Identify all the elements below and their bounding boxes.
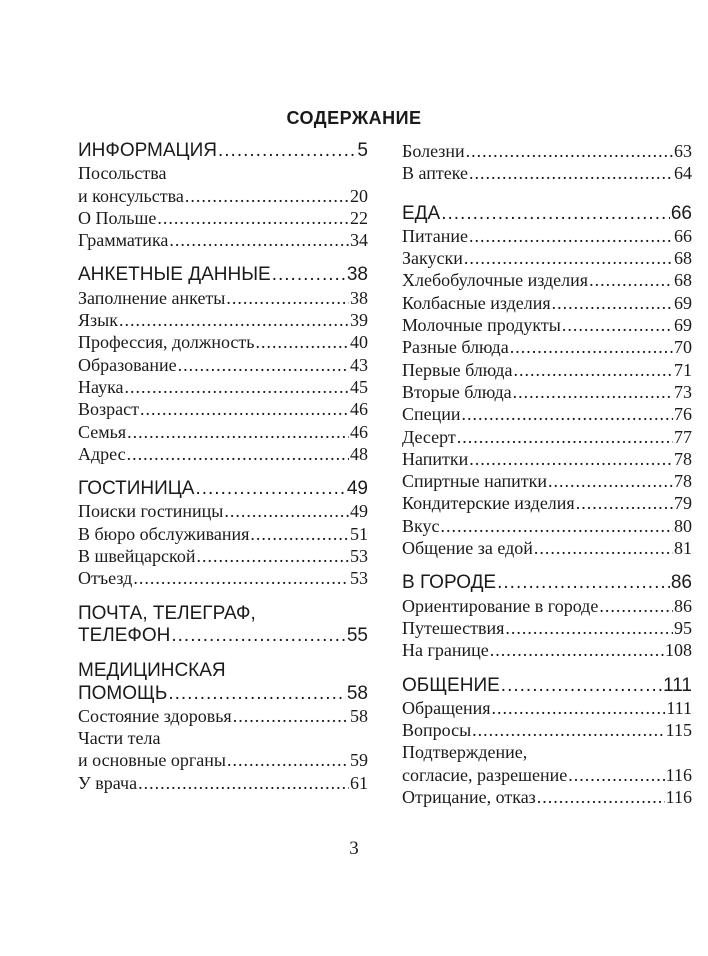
toc-entry-u-vracha — [78, 772, 368, 794]
toc-entry-page: 46 — [350, 399, 368, 420]
toc-entry-title: На границе — [402, 640, 489, 661]
toc-entry-title: Молочные продукты — [402, 315, 561, 336]
toc-entry-title: Наука — [78, 376, 124, 397]
toc-entry-posolstva-line1: Посольства — [78, 163, 167, 184]
toc-leader-dots — [464, 247, 673, 269]
toc-leader-dots — [457, 426, 673, 448]
toc-entry-byuro — [78, 523, 368, 545]
toc-entry-title: Общение за едой — [402, 538, 533, 559]
toc-leader-dots — [127, 443, 349, 465]
toc-leader-dots — [224, 500, 349, 522]
toc-entry-page: 77 — [674, 426, 692, 447]
toc-leader-dots — [492, 697, 666, 719]
toc-entry-page: 111 — [663, 674, 692, 696]
toc-leader-dots — [510, 336, 673, 358]
toc-entry-page: 58 — [350, 705, 368, 726]
toc-column-right — [402, 140, 692, 808]
toc-entry-desert — [402, 426, 692, 448]
toc-entry-title: и консульства — [78, 185, 184, 206]
toc-leader-dots — [140, 398, 349, 420]
toc-entry-page: 51 — [350, 523, 368, 544]
toc-entry-obrazovanie — [78, 354, 368, 376]
toc-entry-title: В аптеке — [402, 163, 469, 184]
toc-entry-pervye — [402, 359, 692, 381]
toc-leader-dots — [441, 203, 670, 225]
toc-leader-dots — [497, 572, 670, 594]
toc-entry-title: ОБЩЕНИЕ — [402, 674, 500, 696]
toc-entry-title: Напитки — [402, 448, 469, 469]
toc-entry-title: ЕДА — [402, 202, 441, 224]
toc-entry-page: 53 — [350, 568, 368, 589]
toc-entry-title: Состояние здоровья — [78, 705, 232, 726]
toc-entry-page: 80 — [674, 515, 692, 536]
toc-entry-obshchenie — [402, 675, 692, 697]
toc-entry-orientirovanie — [402, 595, 692, 617]
toc-entry-anketnye — [78, 264, 368, 286]
toc-entry-professia — [78, 331, 368, 353]
toc-entry-title: Болезни — [402, 141, 465, 161]
toc-entry-page: 116 — [665, 787, 692, 808]
toc-leader-dots — [576, 492, 673, 514]
toc-entry-raznye — [402, 336, 692, 358]
toc-entry-page: 86 — [670, 572, 692, 594]
toc-leader-dots — [272, 264, 346, 286]
toc-entry-title: ИНФОРМАЦИЯ — [78, 140, 217, 161]
toc-entry-page: 115 — [665, 720, 692, 741]
toc-entry-vtorye — [402, 381, 692, 403]
toc-entry-title: Колбасные изделия — [402, 292, 551, 313]
toc-entry-title: Отрицание, отказ — [402, 787, 536, 808]
toc-entry-page: 69 — [674, 315, 692, 336]
toc-entry-title: В бюро обслуживания — [78, 523, 250, 544]
toc-leader-dots — [185, 185, 349, 207]
toc-entry-title: Отъезд — [78, 568, 133, 589]
toc-leader-dots — [548, 470, 673, 492]
toc-leader-dots — [178, 354, 349, 376]
toc-entry-napitki — [402, 448, 692, 470]
toc-entry-zapolnenie — [78, 287, 368, 309]
toc-entry-title: Вторые блюда — [402, 381, 512, 402]
toc-entry-title: Возраст — [78, 399, 139, 420]
toc-entry-medicinskaya-line1: МЕДИЦИНСКАЯ — [78, 660, 226, 682]
toc-entry-v-apteke — [402, 162, 692, 184]
toc-leader-dots — [119, 309, 349, 331]
toc-leader-dots — [552, 292, 673, 314]
toc-leader-dots — [599, 595, 673, 617]
toc-entry-page: 39 — [350, 310, 368, 331]
toc-entry-page: 49 — [350, 501, 368, 522]
page-number: 3 — [349, 838, 359, 859]
toc-entry-pochta-line1: ПОЧТА, ТЕЛЕГРАФ, — [78, 602, 256, 624]
toc-entry-page: 20 — [350, 185, 368, 206]
toc-entry-title: АНКЕТНЫЕ ДАННЫЕ — [78, 264, 271, 286]
toc-entry-medicinskaya — [78, 683, 368, 705]
toc-entry-title: ГОСТИНИЦА — [78, 478, 195, 500]
toc-entry-page: 95 — [674, 617, 692, 638]
toc-entry-title: Спиртные напитки — [402, 471, 548, 492]
toc-entry-page: 64 — [674, 163, 692, 184]
toc-entry-page: 76 — [674, 404, 692, 425]
toc-entry-page: 71 — [674, 359, 692, 380]
toc-leader-dots — [226, 287, 349, 309]
toc-entry-page: 63 — [674, 141, 692, 161]
toc-entry-chasti-line1: Части тела — [78, 728, 161, 749]
toc-leader-dots — [171, 625, 345, 647]
toc-entry-v-gorode — [402, 572, 692, 594]
toc-entry-hlebobulochnye — [402, 269, 692, 291]
toc-entry-pochta — [78, 625, 368, 647]
toc-leader-dots — [490, 639, 664, 661]
toc-entry-page: 43 — [350, 354, 368, 375]
toc-leader-dots — [168, 683, 346, 705]
toc-leader-dots — [568, 764, 664, 786]
toc-entry-vozrast — [78, 398, 368, 420]
toc-entry-zakuski — [402, 247, 692, 269]
toc-entry-puteshestvia — [402, 617, 692, 639]
toc-entry-page: 40 — [350, 332, 368, 353]
toc-entry-title: В ГОРОДЕ — [402, 572, 497, 594]
toc-entry-page: 46 — [350, 421, 368, 442]
toc-entry-title: Образование — [78, 354, 177, 375]
toc-entry-page: 53 — [350, 546, 368, 567]
toc-entry-page: 73 — [674, 381, 692, 402]
toc-entry-title: Заполнение анкеты — [78, 287, 226, 308]
toc-entry-title: Поиски гостиницы — [78, 501, 224, 522]
toc-entry-specii — [402, 403, 692, 425]
toc-entry-page: 45 — [350, 376, 368, 397]
toc-leader-dots — [469, 162, 673, 184]
toc-entry-konditerskie — [402, 492, 692, 514]
toc-column-left — [78, 140, 368, 794]
toc-entry-shveicarskoi — [78, 545, 368, 567]
toc-leader-dots — [157, 207, 349, 229]
toc-entry-pitanie — [402, 225, 692, 247]
toc-entry-title: ТЕЛЕФОН — [78, 624, 171, 646]
toc-entry-page: 38 — [350, 287, 368, 308]
toc-entry-page: 79 — [674, 493, 692, 514]
toc-entry-informacia — [78, 140, 368, 162]
toc-entry-title: О Польше — [78, 207, 157, 228]
toc-leader-dots — [462, 403, 673, 425]
toc-entry-page: 55 — [346, 624, 368, 646]
toc-leader-dots — [513, 359, 673, 381]
page-title: СОДЕРЖАНИЕ — [286, 108, 422, 128]
toc-leader-dots — [227, 749, 349, 771]
toc-entry-page: 86 — [674, 595, 692, 616]
toc-entry-page: 116 — [665, 764, 692, 785]
toc-entry-chasti — [78, 749, 368, 771]
toc-entry-na-granice — [402, 639, 692, 661]
toc-entry-title: и основные органы — [78, 750, 227, 771]
toc-leader-dots — [589, 269, 673, 291]
toc-entry-title: Путешествия — [402, 617, 505, 638]
toc-leader-dots — [218, 140, 356, 162]
toc-entry-otricanie — [402, 786, 692, 808]
toc-entry-sostoyanie — [78, 705, 368, 727]
toc-entry-bolezni — [402, 140, 692, 162]
toc-entry-podtverzhdenie-line1: Подтверждение, — [402, 742, 528, 763]
toc-entry-title: Разные блюда — [402, 337, 509, 358]
toc-entry-kolbasnye — [402, 292, 692, 314]
toc-entry-page: 81 — [674, 538, 692, 559]
toc-entry-page: 38 — [346, 264, 368, 286]
toc-entry-page: 78 — [674, 471, 692, 492]
toc-entry-title: ПОМОЩЬ — [78, 682, 168, 704]
toc-entry-page: 66 — [670, 202, 692, 224]
toc-entry-page: 59 — [350, 750, 368, 771]
toc-entry-page: 78 — [674, 448, 692, 469]
toc-entry-title: В швейцарской — [78, 546, 196, 567]
toc-entry-title: Закуски — [402, 248, 463, 269]
toc-entry-page: 58 — [346, 682, 368, 704]
toc-leader-dots — [466, 140, 673, 162]
toc-entry-title: Первые блюда — [402, 359, 513, 380]
toc-entry-title: Ориентирование в городе — [402, 595, 599, 616]
toc-entry-page: 111 — [666, 697, 692, 718]
toc-entry-title: Десерт — [402, 426, 456, 447]
toc-entry-grammatika — [78, 229, 368, 251]
toc-leader-dots — [534, 537, 673, 559]
toc-leader-dots — [562, 314, 673, 336]
toc-entry-obrashcheniya — [402, 697, 692, 719]
toc-entry-o-polshe — [78, 207, 368, 229]
toc-entry-page: 108 — [665, 640, 692, 661]
toc-entry-title: Адрес — [78, 443, 126, 464]
toc-leader-dots — [169, 229, 349, 251]
toc-leader-dots — [537, 786, 665, 808]
toc-leader-dots — [196, 545, 349, 567]
toc-entry-title: согласие, разрешение — [402, 764, 568, 785]
toc-entry-title: Язык — [78, 310, 118, 331]
toc-entry-page: 49 — [346, 478, 368, 500]
toc-entry-molochnye — [402, 314, 692, 336]
toc-entry-yazyk — [78, 309, 368, 331]
toc-leader-dots — [255, 331, 349, 353]
toc-leader-dots — [469, 225, 673, 247]
toc-leader-dots — [250, 523, 349, 545]
toc-entry-page: 68 — [674, 270, 692, 291]
toc-entry-otezd — [78, 567, 368, 589]
toc-entry-title: Специи — [402, 404, 461, 425]
toc-entry-title: Семья — [78, 421, 127, 442]
toc-entry-posolstva — [78, 185, 368, 207]
toc-leader-dots — [441, 515, 674, 537]
toc-leader-dots — [472, 719, 664, 741]
toc-leader-dots — [138, 772, 349, 794]
toc-entry-page: 69 — [674, 292, 692, 313]
toc-leader-dots — [233, 705, 349, 727]
toc-entry-page: 34 — [350, 230, 368, 251]
toc-entry-page: 66 — [674, 225, 692, 246]
toc-entry-eda — [402, 203, 692, 225]
toc-entry-spirtnye — [402, 470, 692, 492]
toc-entry-title: Питание — [402, 225, 468, 246]
toc-leader-dots — [505, 617, 673, 639]
toc-entry-title: Вопросы — [402, 720, 472, 741]
toc-entry-semya — [78, 421, 368, 443]
toc-entry-vkus — [402, 515, 692, 537]
toc-entry-title: Кондитерские изделия — [402, 493, 575, 514]
toc-leader-dots — [501, 675, 662, 697]
toc-leader-dots — [133, 567, 349, 589]
toc-entry-title: Вкус — [402, 515, 440, 536]
toc-entry-title: Грамматика — [78, 230, 169, 251]
toc-entry-page: 70 — [674, 337, 692, 358]
toc-entry-page: 68 — [674, 248, 692, 269]
toc-entry-page: 22 — [350, 207, 368, 228]
toc-entry-title: Профессия, должность — [78, 332, 255, 353]
toc-leader-dots — [195, 478, 345, 500]
toc-entry-title: У врача — [78, 772, 138, 793]
toc-entry-nauka — [78, 376, 368, 398]
toc-leader-dots — [513, 381, 673, 403]
toc-entry-page: 48 — [350, 443, 368, 464]
toc-entry-title: Обращения — [402, 697, 491, 718]
toc-entry-voprosy — [402, 719, 692, 741]
toc-entry-title: Хлебобулочные изделия — [402, 270, 589, 291]
toc-entry-poiski — [78, 500, 368, 522]
toc-entry-adres — [78, 443, 368, 465]
toc-entry-obshchenie-za-edoi — [402, 537, 692, 559]
toc-entry-page: 61 — [350, 772, 368, 793]
toc-leader-dots — [125, 376, 349, 398]
toc-entry-podtverzhdenie — [402, 764, 692, 786]
toc-entry-page: 5 — [357, 140, 368, 161]
toc-entry-gostinica — [78, 478, 368, 500]
toc-leader-dots — [469, 448, 673, 470]
toc-leader-dots — [127, 421, 349, 443]
